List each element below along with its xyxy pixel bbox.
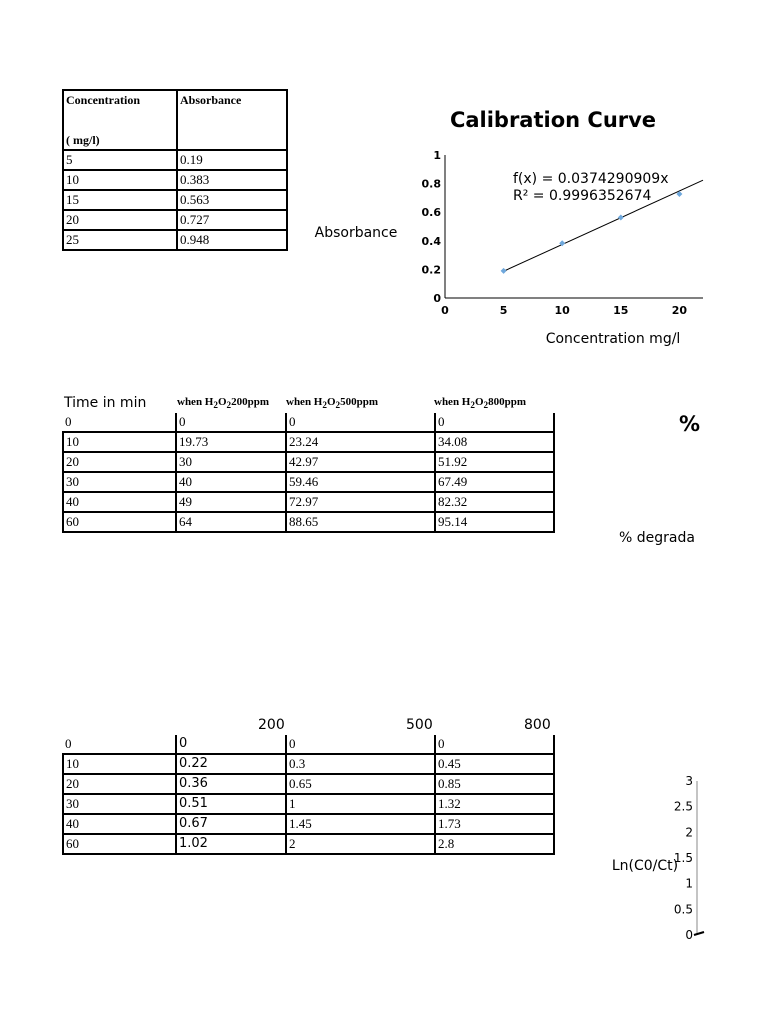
table-cell: 20 — [63, 774, 176, 794]
table-cell: 0.383 — [177, 170, 287, 190]
table-row — [63, 432, 554, 452]
table-cell: 19.73 — [176, 432, 286, 452]
table-cell: 0 — [435, 735, 554, 754]
x-tick-label: 20 — [671, 304, 688, 317]
ln-y-axis-label: Ln(C0/Ct) — [611, 858, 679, 874]
table-cell: 0.65 — [286, 774, 435, 794]
degradation-table — [62, 413, 555, 533]
x-tick-label: 10 — [554, 304, 570, 317]
table-row — [63, 754, 554, 774]
table-row — [63, 814, 554, 834]
ln-header-800: 800 — [524, 717, 551, 733]
percent-chart-ylabel: % degrada — [619, 530, 695, 546]
x-tick-label: 0 — [441, 304, 449, 317]
x-tick-label: 15 — [613, 304, 629, 317]
table-row — [63, 452, 554, 472]
table-cell: 49 — [176, 492, 286, 512]
table-cell: 15 — [63, 190, 177, 210]
y-tick-label: 0.8 — [421, 177, 441, 191]
table-cell: 0.51 — [176, 794, 286, 814]
table-cell: 0.727 — [177, 210, 287, 230]
ln-y-tick-label: 1 — [685, 876, 693, 891]
table-cell: 30 — [63, 794, 176, 814]
table-cell: 1.73 — [435, 814, 554, 834]
calibration-chart — [0, 0, 768, 360]
y-tick-label: 1 — [433, 149, 441, 162]
table-cell: 0.948 — [177, 230, 287, 250]
table-cell: 0.67 — [176, 814, 286, 834]
table-cell: 0 — [286, 413, 435, 432]
y-tick-label: 0.4 — [421, 234, 441, 248]
ln-y-tick-label: 1.5 — [673, 851, 693, 865]
table-cell: 0 — [435, 413, 554, 432]
table-cell: 40 — [63, 492, 176, 512]
table-cell: 0 — [176, 735, 286, 754]
table-row — [63, 774, 554, 794]
chart-title: Calibration Curve — [449, 108, 657, 132]
x-tick-label: 5 — [499, 304, 508, 317]
y-axis-label: Absorbance — [314, 225, 398, 241]
table-row — [63, 492, 554, 512]
table-cell: 67.49 — [435, 472, 554, 492]
table-cell: 51.92 — [435, 452, 554, 472]
data-point — [501, 268, 507, 274]
table-cell: 20 — [63, 210, 177, 230]
table-cell: 1.45 — [286, 814, 435, 834]
header-h2o2-200: when $H_2O_2200ppm$ — [177, 396, 269, 411]
table-row — [63, 512, 554, 532]
ln-y-tick-label: 0 — [685, 928, 693, 942]
header-h2o2-800: when $H_2O_2800ppm$ — [434, 396, 526, 411]
y-tick-label: 0.2 — [421, 263, 441, 277]
data-point — [618, 214, 624, 220]
table-cell: 82.32 — [435, 492, 554, 512]
ln-tick-labels — [674, 774, 693, 942]
ln-y-tick-label: 3 — [685, 774, 693, 788]
time-in-min-label: Time in min — [64, 395, 147, 411]
trendline-equation: f(x) = 0.0374290909x — [513, 171, 669, 187]
table-row — [63, 472, 554, 492]
table-cell: 2.8 — [435, 834, 554, 854]
table-cell: 40 — [63, 814, 176, 834]
table-cell: 1.02 — [176, 834, 286, 854]
table-cell: 0.3 — [286, 754, 435, 774]
table-cell: 0.19 — [177, 150, 287, 170]
table-cell: 1.32 — [435, 794, 554, 814]
table-cell: 10 — [63, 754, 176, 774]
table-cell: 23.24 — [286, 432, 435, 452]
table-cell: 30 — [63, 472, 176, 492]
table-cell: 95.14 — [435, 512, 554, 532]
x-axis-label: Concentration mg/l — [545, 331, 681, 347]
table-cell: 40 — [176, 472, 286, 492]
table-cell: 64 — [176, 512, 286, 532]
ln-series-stub — [694, 932, 704, 935]
r-squared-label: R² = 0.9996352674 — [513, 188, 652, 204]
ln-header-500: 500 — [406, 717, 433, 733]
table-cell: 60 — [63, 834, 176, 854]
table-cell: 0.36 — [176, 774, 286, 794]
table-cell: 0.45 — [435, 754, 554, 774]
table-row — [63, 834, 554, 854]
table-cell: 5 — [63, 150, 177, 170]
table-cell: 0.22 — [176, 754, 286, 774]
table-cell: 0 — [63, 413, 176, 432]
table-cell: 88.65 — [286, 512, 435, 532]
header-concentration-label: Concentration — [66, 93, 140, 107]
table-cell: 1 — [286, 794, 435, 814]
table-cell: 0 — [176, 413, 286, 432]
ln-y-tick-label: 2 — [685, 825, 693, 840]
table-cell: 10 — [63, 170, 177, 190]
table-row — [63, 735, 554, 754]
table-cell: 72.97 — [286, 492, 435, 512]
table-cell: 59.46 — [286, 472, 435, 492]
table-cell: 0 — [63, 735, 176, 754]
table-cell: 20 — [63, 452, 176, 472]
table-cell: 34.08 — [435, 432, 554, 452]
table-cell: 10 — [63, 432, 176, 452]
table-cell: 0.563 — [177, 190, 287, 210]
percent-chart-title: % — [679, 412, 701, 436]
table-cell: 0 — [286, 735, 435, 754]
header-h2o2-500: when $H_2O_2500ppm$ — [286, 396, 378, 411]
table-row — [63, 794, 554, 814]
y-tick-label: 0 — [433, 292, 441, 305]
ln-header-200: 200 — [258, 717, 285, 733]
ln-y-tick-label: 2.5 — [673, 799, 693, 814]
table-row — [63, 413, 554, 432]
table-cell: 25 — [63, 230, 177, 250]
ln-table — [62, 735, 555, 855]
table-cell: 0.85 — [435, 774, 554, 794]
table-cell: 2 — [286, 834, 435, 854]
table-cell: 30 — [176, 452, 286, 472]
y-tick-label: 0.6 — [421, 206, 441, 220]
table-cell: 60 — [63, 512, 176, 532]
header-absorbance: Absorbance — [177, 90, 287, 150]
ln-y-tick-label: 0.5 — [673, 902, 693, 917]
table-cell: 42.97 — [286, 452, 435, 472]
header-concentration-unit: ( mg/l) — [66, 133, 100, 147]
